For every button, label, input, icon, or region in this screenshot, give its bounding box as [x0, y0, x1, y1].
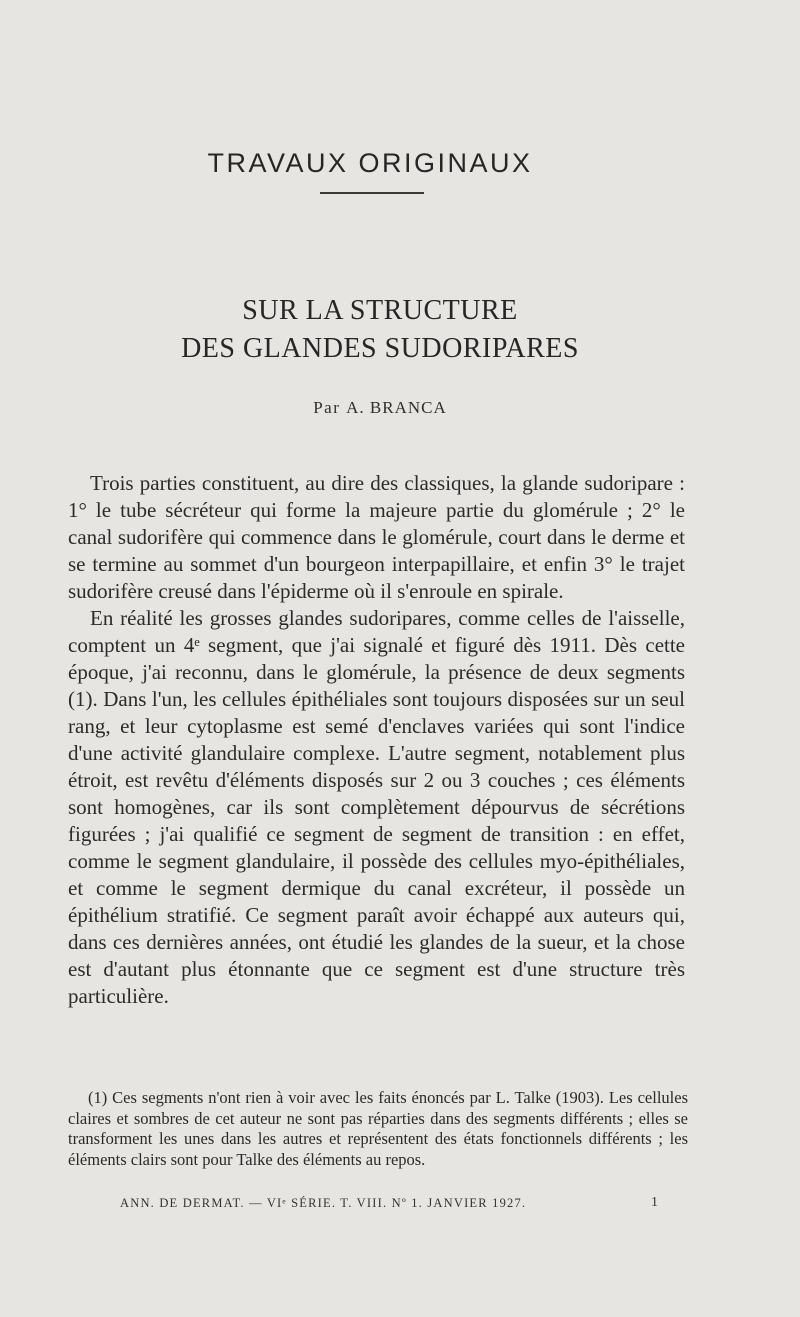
running-footer: ANN. DE DERMAT. — VIᵉ SÉRIE. T. VIII. Nº 1. JANVIER 1927. [120, 1196, 527, 1210]
footnote [68, 1088, 688, 1170]
section-heading: TRAVAUX ORIGINAUX [207, 148, 533, 178]
footnote-text: (1) Ces segments n'ont rien à voir avec les faits énoncés par L. Talke (1903). Les cellules claires et sombres de cet auteur ne sont pas réparties dans des segments différents ; elles se transforment les unes dans les autres et représentent des états fonctionnels différents ; les éléments clairs sont pour Talke des éléments au repos. [68, 1088, 688, 1169]
body-paragraph-2: En réalité les grosses glandes sudoripares, comme celles de l'aisselle, comptent un 4ᵉ segment, que j'ai signalé et figuré dès 1911. Dès cette époque, j'ai reconnu, dans le glomérule, la présence de deux segments (1). Dans l'un, les cellules épithéliales sont toujours disposées sur un seul rang, et leur cytoplasme est semé d'enclaves variées qui sont l'indice d'une activité glandulaire complexe. L'autre segment, notablement plus étroit, est revêtu d'éléments disposés sur 2 ou 3 couches ; ces éléments sont homogènes, car ils sont complètement dépourvus de sécrétions figurées ; j'ai qualifié ce segment de segment de transition : en effet, comme le segment glandulaire, il possède des cellules myo-épithéliales, et comme le segment dermique du canal excréteur, il possède un épithélium stratifié. Ce segment paraît avoir échappé aux auteurs qui, dans ces dernières années, ont étudié les glandes de la sueur, et la chose est d'autant plus étonnante que ce segment est d'une structure très particulière. [68, 606, 685, 1008]
article-title [0, 292, 760, 368]
body-paragraph-1: Trois parties constituent, au dire des classiques, la glande sudoripare : 1° le tube sécréteur qui forme la majeure partie du glomérule ; 2° le canal sudorifère qui commence dans le glomérule, court dans le derme et se termine au sommet d'un bourgeon interpapillaire, et enfin 3° le trajet sudorifère creusé dans l'épiderme où il s'enroule en spirale. [68, 471, 685, 603]
author-name: A. BRANCA [346, 398, 447, 417]
byline-prefix: Par [313, 398, 341, 417]
byline [0, 398, 760, 418]
page-number: 1 [651, 1195, 658, 1210]
heading-rule [320, 192, 424, 194]
article-title-line-2: DES GLANDES SUDORIPARES [181, 333, 579, 364]
article-title-line-1: SUR LA STRUCTURE [242, 295, 518, 326]
article-body [68, 470, 685, 1010]
